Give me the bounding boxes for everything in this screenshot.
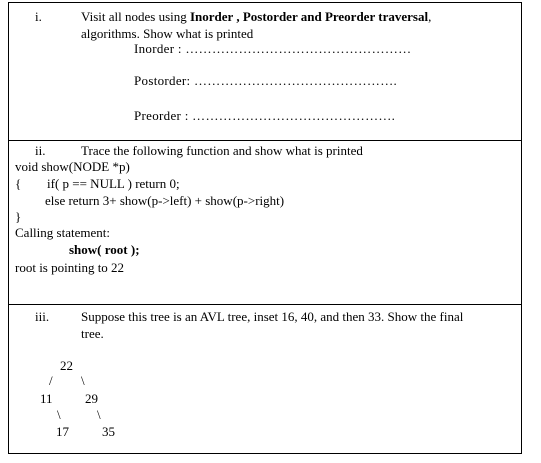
- question-i-line1-suffix: ,: [428, 9, 432, 24]
- code-line-null-check: if( p == NULL ) return 0;: [47, 176, 180, 191]
- question-iii-line1: Suppose this tree is an AVL tree, inset 16, 40, and then 33. Show the final: [81, 309, 464, 324]
- question-number-ii: ii.: [35, 143, 46, 158]
- tree-node-root: 22: [60, 358, 73, 373]
- question-i-line1-prefix: Visit all nodes using: [81, 9, 190, 24]
- tree-node-right-right: 35: [102, 424, 115, 439]
- question-i-line2: algorithms. Show what is printed: [81, 26, 254, 41]
- question-ii-heading: Trace the following function and show what is printed: [81, 143, 363, 158]
- question-number-i: i.: [35, 9, 42, 24]
- question-i-line1: [81, 9, 431, 24]
- code-open-brace: {: [15, 176, 22, 191]
- exam-question-page: [8, 2, 524, 454]
- tree-edge-root-left: /: [49, 373, 53, 388]
- tree-edge-right-right: \: [97, 407, 101, 422]
- question-iii-line2: tree.: [81, 326, 104, 341]
- tree-node-left: 11: [40, 391, 53, 406]
- tree-edge-root-right: \: [81, 373, 85, 388]
- tree-node-right: 29: [85, 391, 98, 406]
- code-line-else-return: else return 3+ show(p->left) + show(p->right): [45, 193, 285, 208]
- question-number-iii: iii.: [35, 309, 50, 324]
- calling-statement-code: show( root );: [69, 242, 140, 257]
- question-i-cell: [8, 2, 522, 141]
- inorder-answer-line: Inorder : ……………………………………………: [134, 41, 412, 56]
- code-line-function-signature: void show(NODE *p): [15, 159, 130, 174]
- question-iii-cell: [8, 304, 522, 454]
- postorder-answer-line: Postorder: ……………………………………….: [134, 73, 398, 88]
- question-i-bold-text: Inorder , Postorder and Preorder traversal: [190, 9, 429, 24]
- root-pointer-note: root is pointing to 22: [15, 260, 125, 275]
- tree-node-left-right: 17: [56, 424, 69, 439]
- calling-statement-label: Calling statement:: [15, 225, 110, 240]
- preorder-answer-line: Preorder : ……………………………………….: [134, 108, 396, 123]
- tree-edge-left-right: \: [57, 407, 61, 422]
- question-ii-cell: [8, 140, 522, 305]
- code-close-brace: }: [15, 209, 22, 224]
